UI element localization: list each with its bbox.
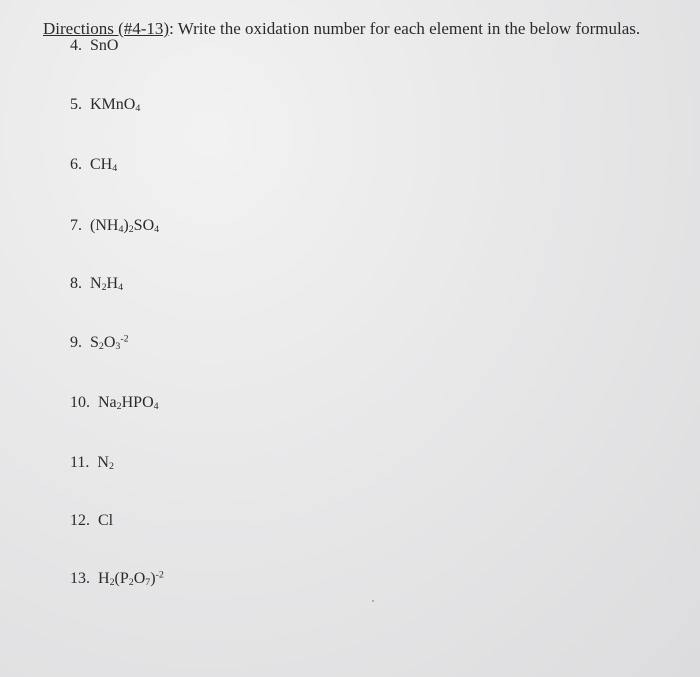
formula-part: 2 (116, 400, 122, 412)
formula-part: H (106, 275, 119, 292)
problem-item (70, 156, 117, 174)
problem-number: 9. (70, 334, 82, 351)
formula-part: Na (98, 394, 117, 411)
problem-number: 7. (70, 217, 82, 234)
problem-number: 12. (70, 512, 90, 529)
formula-part: 4 (154, 223, 160, 235)
problem-number: 4. (70, 37, 82, 54)
formula-part: SO (133, 217, 155, 234)
problem-number: 13. (70, 570, 90, 587)
problem-formula (90, 217, 159, 234)
formula-part: ) (123, 217, 129, 234)
problem-number: 6. (70, 156, 82, 173)
problem-item (70, 96, 140, 114)
formula-part: 3 (115, 340, 121, 352)
problem-formula (90, 156, 117, 173)
problem-item (70, 37, 118, 55)
directions-line (43, 19, 640, 39)
formula-part: 4 (118, 281, 124, 293)
problem-formula (98, 394, 159, 411)
problem-item (70, 570, 164, 588)
formula-part: H (98, 570, 110, 587)
formula-part: ) (150, 570, 156, 587)
problem-item (70, 394, 159, 412)
problem-formula (97, 454, 114, 471)
formula-part: 2 (128, 576, 134, 588)
formula-part: O (103, 334, 116, 351)
problem-item (70, 275, 123, 293)
problem-formula (90, 96, 140, 113)
formula-part: 2 (109, 576, 115, 588)
formula-part: 2 (108, 460, 114, 472)
formula-part: 2 (101, 281, 107, 293)
formula-part: (P (114, 570, 129, 587)
formula-part: CH (90, 156, 113, 173)
directions-label: Directions (#4-13) (43, 19, 170, 38)
problem-formula (98, 570, 164, 587)
problem-formula (98, 512, 113, 529)
formula-part: (NH (90, 217, 119, 234)
formula-part: KMnO (90, 96, 136, 113)
formula-part: 4 (112, 162, 118, 174)
problem-formula (90, 275, 123, 292)
problem-number: 8. (70, 275, 82, 292)
problem-number: 11. (70, 454, 90, 471)
problem-number: 5. (70, 96, 82, 113)
formula-part: -2 (155, 569, 164, 581)
formula-part: 7 (145, 576, 151, 588)
directions-text: : Write the oxidation number for each element in the below formulas. (169, 19, 641, 38)
formula-part: HPO (121, 394, 154, 411)
problem-item (70, 512, 113, 530)
formula-part: N (90, 275, 102, 292)
formula-part: SnO (90, 37, 119, 54)
formula-part: 2 (128, 223, 134, 235)
formula-part: N (97, 454, 109, 471)
formula-part: 2 (98, 340, 104, 352)
problem-number: 10. (70, 394, 90, 411)
problem-formula (90, 37, 118, 54)
formula-part: 4 (153, 400, 159, 412)
formula-part: 4 (135, 102, 141, 114)
formula-part: -2 (120, 333, 129, 345)
problem-item (70, 454, 114, 472)
problem-item (70, 217, 159, 235)
problem-formula (90, 334, 129, 351)
pencil-mark (372, 600, 374, 602)
formula-part: 4 (118, 223, 124, 235)
formula-part: O (133, 570, 146, 587)
formula-part: S (90, 334, 99, 351)
problem-item (70, 334, 129, 352)
formula-part: Cl (98, 512, 114, 529)
